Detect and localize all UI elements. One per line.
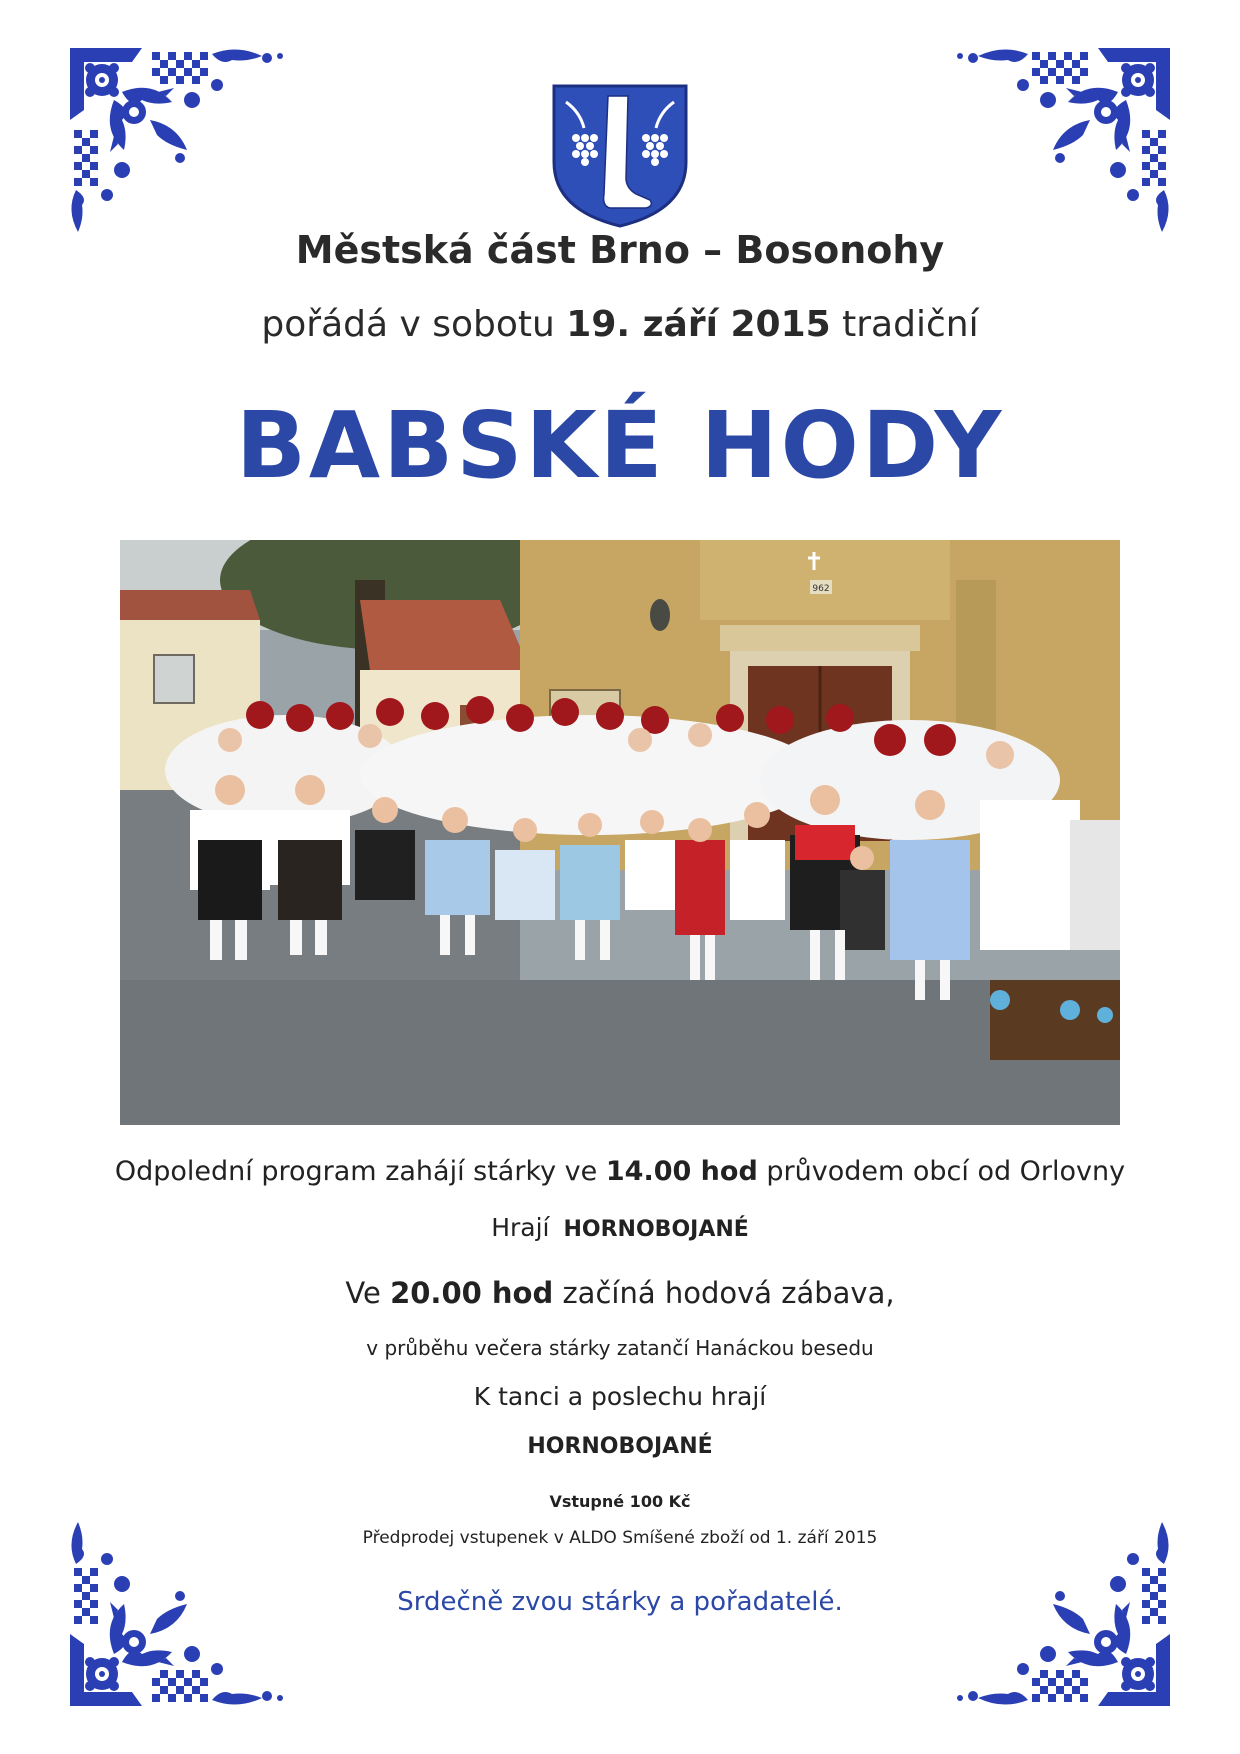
presale-info: Předprodej vstupenek v ALDO Smíšené zboží od 1. září 2015 — [362, 1528, 878, 1548]
date-suffix: tradiční — [842, 304, 979, 345]
program-line-4: v průběhu večera stárky zatančí Hanáckou besedu — [366, 1336, 874, 1360]
organizer-heading: Městská část Brno – Bosonohy — [295, 228, 945, 272]
group-photo — [120, 540, 1120, 1125]
program-line-1-suffix: průvodem obcí od Orlovny — [766, 1156, 1126, 1187]
start-time: 14.00 hod — [605, 1156, 758, 1187]
band-name: HORNOBOJANÉ — [563, 1217, 749, 1242]
date-prefix: pořádá v sobotu — [261, 304, 555, 345]
program-line-3-prefix: Ve — [345, 1276, 381, 1310]
event-title: BABSKÉ HODY — [235, 392, 1005, 499]
corner-ornament-top-left — [62, 40, 292, 240]
event-date: 19. září 2015 — [566, 304, 831, 345]
plaque-year: 962 — [812, 584, 830, 594]
program-line-2-prefix: Hrají — [491, 1213, 550, 1242]
program-line-2 — [0, 1213, 1240, 1242]
program-line-3 — [0, 1276, 1240, 1310]
band-name-2: HORNOBOJANÉ — [527, 1434, 713, 1459]
admission-price: Vstupné 100 Kč — [549, 1492, 691, 1511]
corner-ornament-top-right — [948, 40, 1178, 240]
event-date-line — [0, 304, 1240, 345]
coat-of-arms-emblem — [550, 82, 690, 230]
evening-time: 20.00 hod — [390, 1276, 554, 1310]
program-line-1-prefix: Odpolední program zahájí stárky ve — [114, 1156, 598, 1187]
program-line-5: K tanci a poslechu hrají — [473, 1382, 767, 1411]
program-line-3-suffix: začíná hodová zábava, — [562, 1276, 895, 1310]
program-line-1 — [0, 1156, 1240, 1187]
invitation-line: Srdečně zvou stárky a pořadatelé. — [397, 1587, 843, 1617]
